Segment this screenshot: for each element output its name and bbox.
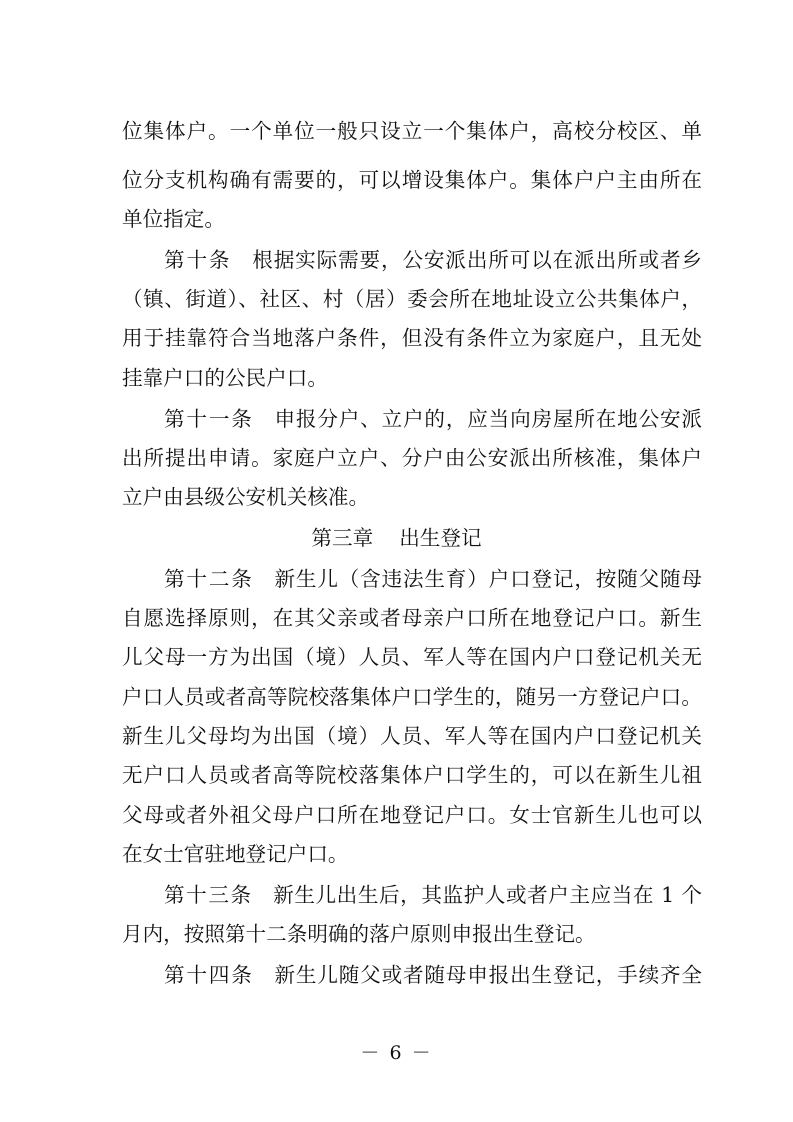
- text-line: 位集体户。一个单位一般只设立一个集体户，高校分校区、单: [122, 119, 702, 143]
- article-label: 第十四条: [164, 963, 254, 987]
- article-text: 新生儿（含违法生育）户口登记，按随父随母: [273, 567, 703, 591]
- text-line: 父母或者外祖父母户口所在地登记户口。女士官新生儿也可以: [122, 803, 702, 827]
- article-label: 第十二条: [164, 567, 254, 591]
- text-line: 用于挂靠符合当地落户条件，但没有条件立为家庭户，且无处: [122, 326, 702, 350]
- article-text: 申报分户、立户的，应当向房屋所在地公安派: [273, 407, 703, 431]
- text-line: 挂靠户口的公民户口。: [122, 366, 328, 390]
- chapter-number: 第三章: [311, 526, 374, 550]
- text-line: 户口人员或者高等院校落集体户口学生的，随另一方登记户口。: [122, 685, 702, 709]
- text-line: 无户口人员或者高等院校落集体户口学生的，可以在新生儿祖: [122, 763, 702, 787]
- text-line: 立户由县级公安机关核准。: [122, 485, 370, 509]
- article-label: 第十三条: [164, 883, 253, 907]
- chapter-heading: [0, 522, 793, 554]
- article-first-line: [164, 403, 702, 435]
- text-line: 位分支机构确有需要的，可以增设集体户。集体户户主由所在: [122, 168, 702, 192]
- article-first-line: [164, 879, 702, 911]
- chapter-title: 出生登记: [399, 526, 482, 550]
- text-line: 儿父母一方为出国（境）人员、军人等在国内户口登记机关无: [122, 645, 702, 669]
- text-line: 月内，按照第十二条明确的落户原则申报出生登记。: [122, 922, 596, 946]
- article-first-line: [164, 563, 702, 595]
- page-number: － 6 －: [360, 1042, 433, 1064]
- article-first-line: [164, 244, 702, 276]
- article-label: 第十条: [164, 248, 232, 272]
- article-text: 新生儿随父或者随母申报出生登记，手续齐全: [273, 963, 703, 987]
- text-line: （镇、街道）、社区、村（居）委会所在地址设立公共集体户，: [122, 287, 702, 311]
- article-text: 新生儿出生后，其监护人或者户主应当在 1 个: [272, 883, 702, 907]
- text-line: 自愿选择原则，在其父亲或者母亲户口所在地登记户口。新生: [122, 606, 702, 630]
- article-label: 第十一条: [164, 407, 254, 431]
- article-first-line: [164, 959, 702, 991]
- text-line: 单位指定。: [122, 207, 225, 231]
- text-line: 在女士官驻地登记户口。: [122, 842, 349, 866]
- text-line: 出所提出申请。家庭户立户、分户由公安派出所核准，集体户: [122, 446, 702, 470]
- article-text: 根据实际需要，公安派出所可以在派出所或者乡: [251, 248, 702, 272]
- text-line: 新生儿父母均为出国（境）人员、军人等在国内户口登记机关: [122, 724, 702, 748]
